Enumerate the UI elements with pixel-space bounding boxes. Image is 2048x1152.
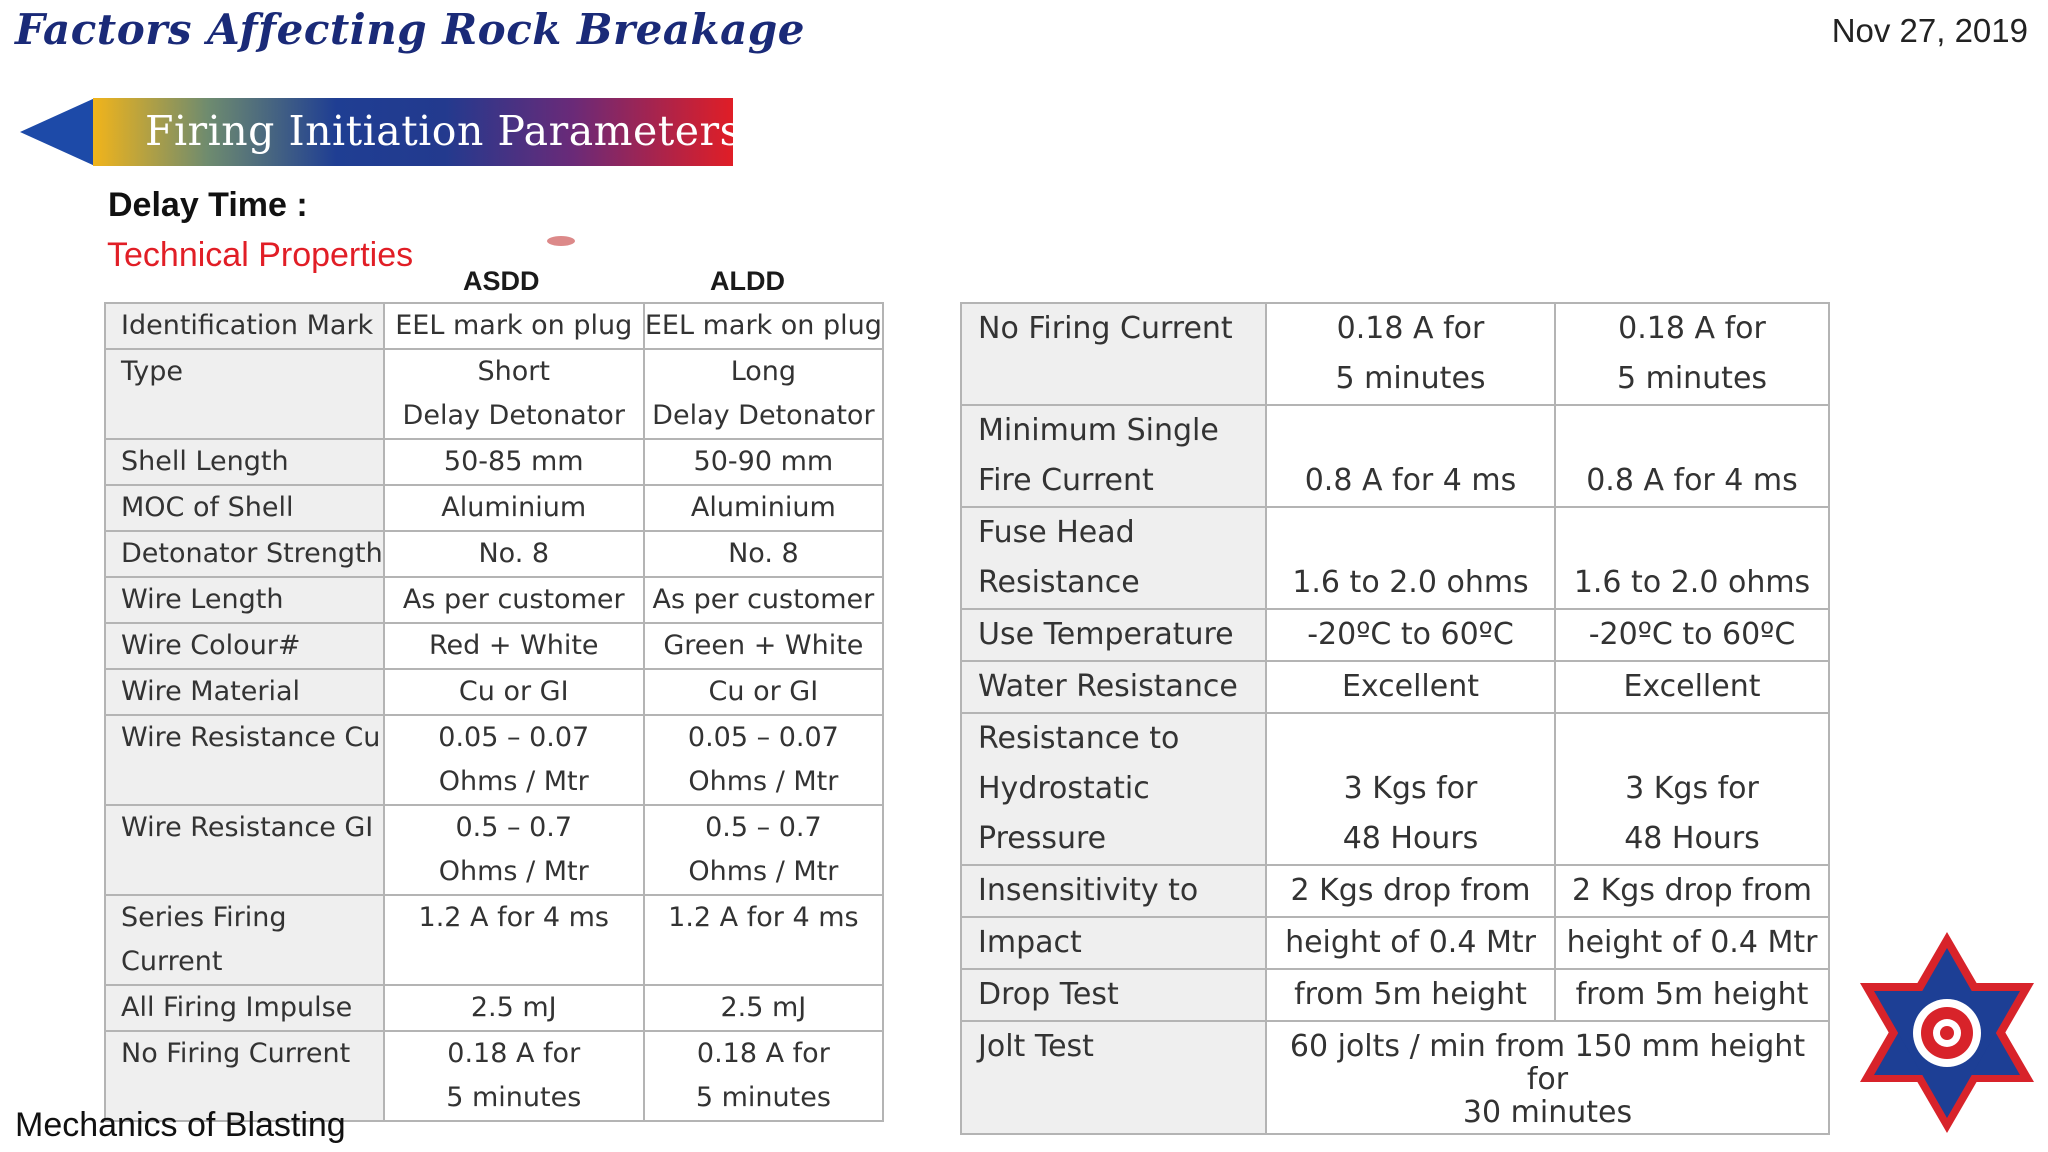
row-label-line	[121, 394, 383, 438]
asdd-value-line: 0.18 A for	[447, 1038, 581, 1069]
aldd-value-line: height of 0.4 Mtr	[1566, 925, 1818, 960]
table-row	[105, 577, 883, 623]
aldd-value-line: 50-90 mm	[693, 446, 834, 477]
row-label	[105, 577, 384, 623]
asdd-value	[384, 485, 644, 531]
asdd-value-line: from 5m height	[1294, 977, 1527, 1012]
row-label-line: Fuse Head	[978, 515, 1135, 550]
table-row	[961, 609, 1829, 661]
aldd-value-line: Long	[730, 356, 797, 387]
table-row	[961, 713, 1829, 865]
asdd-value	[1266, 661, 1555, 713]
row-label	[961, 917, 1266, 969]
table-row	[105, 985, 883, 1031]
asdd-value	[384, 531, 644, 577]
jolt-test-line: 30 minutes	[1462, 1095, 1633, 1130]
aldd-value	[644, 1031, 883, 1121]
row-label-line: Wire Resistance Cu	[121, 722, 381, 753]
footer-text: Mechanics of Blasting	[15, 1106, 346, 1144]
row-label	[105, 669, 384, 715]
asdd-value	[384, 985, 644, 1031]
university-seal-icon	[1858, 930, 2036, 1135]
row-label-line: Drop Test	[978, 977, 1119, 1012]
row-label-line: Use Temperature	[978, 617, 1234, 652]
row-label-line: Shell Length	[121, 446, 289, 477]
table-row	[961, 917, 1829, 969]
asdd-value	[1266, 609, 1555, 661]
aldd-value	[1555, 507, 1829, 609]
table-row	[105, 895, 883, 985]
aldd-value-line: -20ºC to 60ºC	[1588, 617, 1796, 652]
asdd-value-line: 50-85 mm	[443, 446, 584, 477]
asdd-value-line	[1267, 714, 1554, 764]
row-label-line	[121, 850, 383, 894]
row-label	[961, 303, 1266, 405]
slide-title: Factors Affecting Rock Breakage	[15, 5, 805, 54]
table-row	[961, 507, 1829, 609]
asdd-value-line: As per customer	[402, 584, 625, 615]
row-label-line: Hydrostatic	[978, 771, 1150, 806]
aldd-value-line: EEL mark on plug	[644, 310, 882, 341]
asdd-value-line: Aluminium	[441, 492, 587, 523]
aldd-value-line: Ohms / Mtr	[688, 766, 839, 797]
row-label-line: Fire Current	[978, 463, 1154, 498]
row-label	[961, 865, 1266, 917]
asdd-value	[384, 1031, 644, 1121]
asdd-value	[384, 577, 644, 623]
row-label	[105, 805, 384, 895]
aldd-value	[644, 669, 883, 715]
row-label-line: Wire Colour#	[121, 630, 301, 661]
aldd-value	[644, 577, 883, 623]
row-label	[961, 1021, 1266, 1134]
table-row	[961, 661, 1829, 713]
aldd-value	[1555, 917, 1829, 969]
aldd-value-line: 2 Kgs drop from	[1572, 873, 1812, 908]
detonator-fragment-icon	[547, 236, 575, 246]
asdd-value-line: Excellent	[1341, 669, 1480, 704]
aldd-value-line: 5 minutes	[695, 1082, 831, 1113]
aldd-value	[1555, 405, 1829, 507]
aldd-value	[1555, 661, 1829, 713]
row-label-line: Minimum Single	[978, 413, 1219, 448]
aldd-value	[1555, 609, 1829, 661]
aldd-value-line: 5 minutes	[1616, 361, 1768, 396]
aldd-value-line: 0.05 – 0.07	[687, 722, 839, 753]
column-header-asdd: ASDD	[463, 266, 540, 296]
aldd-value-line: 1.6 to 2.0 ohms	[1573, 565, 1811, 600]
asdd-value-line: 5 minutes	[446, 1082, 582, 1113]
asdd-value-line: height of 0.4 Mtr	[1285, 925, 1536, 960]
row-label	[105, 303, 384, 349]
row-label	[961, 507, 1266, 609]
row-label-line: Current	[121, 946, 223, 977]
asdd-value-line	[385, 940, 643, 984]
asdd-value-line: 0.05 – 0.07	[438, 722, 590, 753]
row-label-line: Identification Mark	[121, 310, 374, 341]
row-label-line: All Firing Impulse	[121, 992, 353, 1023]
aldd-value-line: 2.5 mJ	[720, 992, 807, 1023]
table-row	[961, 865, 1829, 917]
aldd-value	[1555, 713, 1829, 865]
aldd-value	[644, 805, 883, 895]
slide-date: Nov 27, 2019	[1831, 12, 2028, 49]
asdd-value-line: 2 Kgs drop from	[1290, 873, 1531, 908]
aldd-value	[644, 715, 883, 805]
table-row	[105, 805, 883, 895]
specs-table-left	[104, 302, 884, 1122]
asdd-value-line: Red + White	[428, 630, 599, 661]
table-row	[105, 531, 883, 577]
technical-properties-title: Technical Properties	[107, 236, 414, 274]
asdd-value	[1266, 303, 1555, 405]
asdd-value	[384, 895, 644, 985]
aldd-value	[644, 485, 883, 531]
row-label	[961, 713, 1266, 865]
jolt-test-value	[1266, 1021, 1829, 1134]
table-row	[961, 1021, 1829, 1134]
aldd-value-line: As per customer	[652, 584, 875, 615]
table-row	[105, 715, 883, 805]
aldd-value	[644, 985, 883, 1031]
aldd-value-line: Green + White	[663, 630, 864, 661]
row-label-line: No Firing Current	[121, 1038, 351, 1069]
asdd-value-line: 5 minutes	[1335, 361, 1486, 396]
asdd-value-line: Short	[477, 356, 550, 387]
banner-title: Firing Initiation Parameters	[145, 107, 742, 155]
row-label	[105, 623, 384, 669]
row-label	[105, 531, 384, 577]
aldd-value	[644, 895, 883, 985]
table-row	[105, 485, 883, 531]
row-label-line: Wire Material	[121, 676, 300, 707]
row-label	[105, 895, 384, 985]
aldd-value-line	[645, 940, 882, 984]
row-label	[105, 349, 384, 439]
aldd-value-line: Excellent	[1623, 669, 1761, 704]
row-label-line: No Firing Current	[978, 311, 1233, 346]
row-label	[961, 609, 1266, 661]
aldd-value-line: Delay Detonator	[652, 400, 875, 431]
aldd-value-line: No. 8	[728, 538, 799, 569]
aldd-value-line: from 5m height	[1575, 977, 1809, 1012]
asdd-value	[384, 669, 644, 715]
row-label	[105, 985, 384, 1031]
asdd-value-line: 2.5 mJ	[470, 992, 557, 1023]
table-row	[961, 303, 1829, 405]
aldd-value	[1555, 303, 1829, 405]
row-label	[105, 439, 384, 485]
row-label-line	[978, 354, 1265, 404]
row-label	[961, 969, 1266, 1021]
aldd-value-line: 0.8 A for 4 ms	[1586, 463, 1798, 498]
aldd-value-line: 0.18 A for	[696, 1038, 830, 1069]
section-heading: Delay Time :	[108, 186, 308, 224]
aldd-value-line: Ohms / Mtr	[688, 856, 839, 887]
row-label-line	[121, 760, 383, 804]
aldd-value	[644, 303, 883, 349]
asdd-value	[1266, 713, 1555, 865]
asdd-value	[1266, 865, 1555, 917]
asdd-value-line: Cu or GI	[458, 676, 569, 707]
row-label	[961, 405, 1266, 507]
row-label-line: Type	[121, 356, 184, 387]
row-label-line: Jolt Test	[978, 1029, 1094, 1064]
asdd-value	[1266, 405, 1555, 507]
aldd-value	[644, 623, 883, 669]
row-label-line: Resistance	[978, 565, 1140, 600]
asdd-value-line: No. 8	[478, 538, 550, 569]
asdd-value	[384, 303, 644, 349]
row-label-line: Resistance to	[978, 721, 1180, 756]
asdd-value-line: Ohms / Mtr	[438, 766, 589, 797]
row-label-line: Insensitivity to	[978, 873, 1199, 908]
table-row	[105, 623, 883, 669]
aldd-value-line	[1556, 406, 1828, 456]
banner-arrow-icon	[20, 98, 95, 166]
asdd-value	[384, 715, 644, 805]
aldd-value-line: 0.18 A for	[1618, 311, 1766, 346]
table-row	[105, 349, 883, 439]
asdd-value	[384, 349, 644, 439]
jolt-test-line: 60 jolts / min from 150 mm height for	[1289, 1029, 1806, 1097]
row-label-line: Wire Length	[121, 584, 284, 615]
asdd-value-line: 48 Hours	[1342, 821, 1479, 856]
row-label-line: Wire Resistance GI	[121, 812, 374, 843]
aldd-value-line: 1.2 A for 4 ms	[668, 902, 859, 933]
aldd-value-line: 48 Hours	[1624, 821, 1760, 856]
row-label-line: Impact	[978, 925, 1082, 960]
row-label	[105, 715, 384, 805]
aldd-value	[644, 349, 883, 439]
asdd-value-line: Ohms / Mtr	[438, 856, 589, 887]
aldd-value-line: 3 Kgs for	[1625, 771, 1759, 806]
aldd-value	[1555, 865, 1829, 917]
asdd-value-line: Delay Detonator	[402, 400, 625, 431]
table-row	[105, 669, 883, 715]
aldd-value	[1555, 969, 1829, 1021]
row-label-line: Series Firing	[121, 902, 287, 933]
asdd-value	[1266, 917, 1555, 969]
table-row	[961, 969, 1829, 1021]
asdd-value	[384, 623, 644, 669]
asdd-value-line: 1.2 A for 4 ms	[418, 902, 609, 933]
asdd-value-line: 1.6 to 2.0 ohms	[1292, 565, 1529, 600]
aldd-value-line	[1556, 508, 1828, 558]
asdd-value-line: -20ºC to 60ºC	[1307, 617, 1514, 652]
table-row	[105, 303, 883, 349]
aldd-value	[644, 439, 883, 485]
table-row	[105, 439, 883, 485]
asdd-value	[1266, 969, 1555, 1021]
aldd-value-line: Aluminium	[690, 492, 836, 523]
asdd-value	[384, 805, 644, 895]
row-label-line: Water Resistance	[978, 669, 1238, 704]
asdd-value-line: EEL mark on plug	[395, 310, 633, 341]
aldd-value-line	[1556, 714, 1828, 764]
asdd-value-line	[1267, 406, 1554, 456]
asdd-value-line	[1267, 508, 1554, 558]
aldd-value-line: 0.5 – 0.7	[705, 812, 822, 843]
row-label-line: Detonator Strength	[121, 538, 383, 569]
aldd-value-line: Cu or GI	[708, 676, 819, 707]
asdd-value-line: 0.5 – 0.7	[455, 812, 573, 843]
column-header-aldd: ALDD	[710, 266, 785, 296]
row-label	[961, 661, 1266, 713]
asdd-value-line: 3 Kgs for	[1343, 771, 1478, 806]
asdd-value-line: 0.8 A for 4 ms	[1304, 463, 1517, 498]
asdd-value	[384, 439, 644, 485]
row-label	[105, 485, 384, 531]
row-label-line: Pressure	[978, 821, 1107, 856]
asdd-value-line: 0.18 A for	[1336, 311, 1485, 346]
specs-table-right	[960, 302, 1830, 1135]
aldd-value	[644, 531, 883, 577]
asdd-value	[1266, 507, 1555, 609]
table-row	[961, 405, 1829, 507]
row-label-line: MOC of Shell	[121, 492, 294, 523]
